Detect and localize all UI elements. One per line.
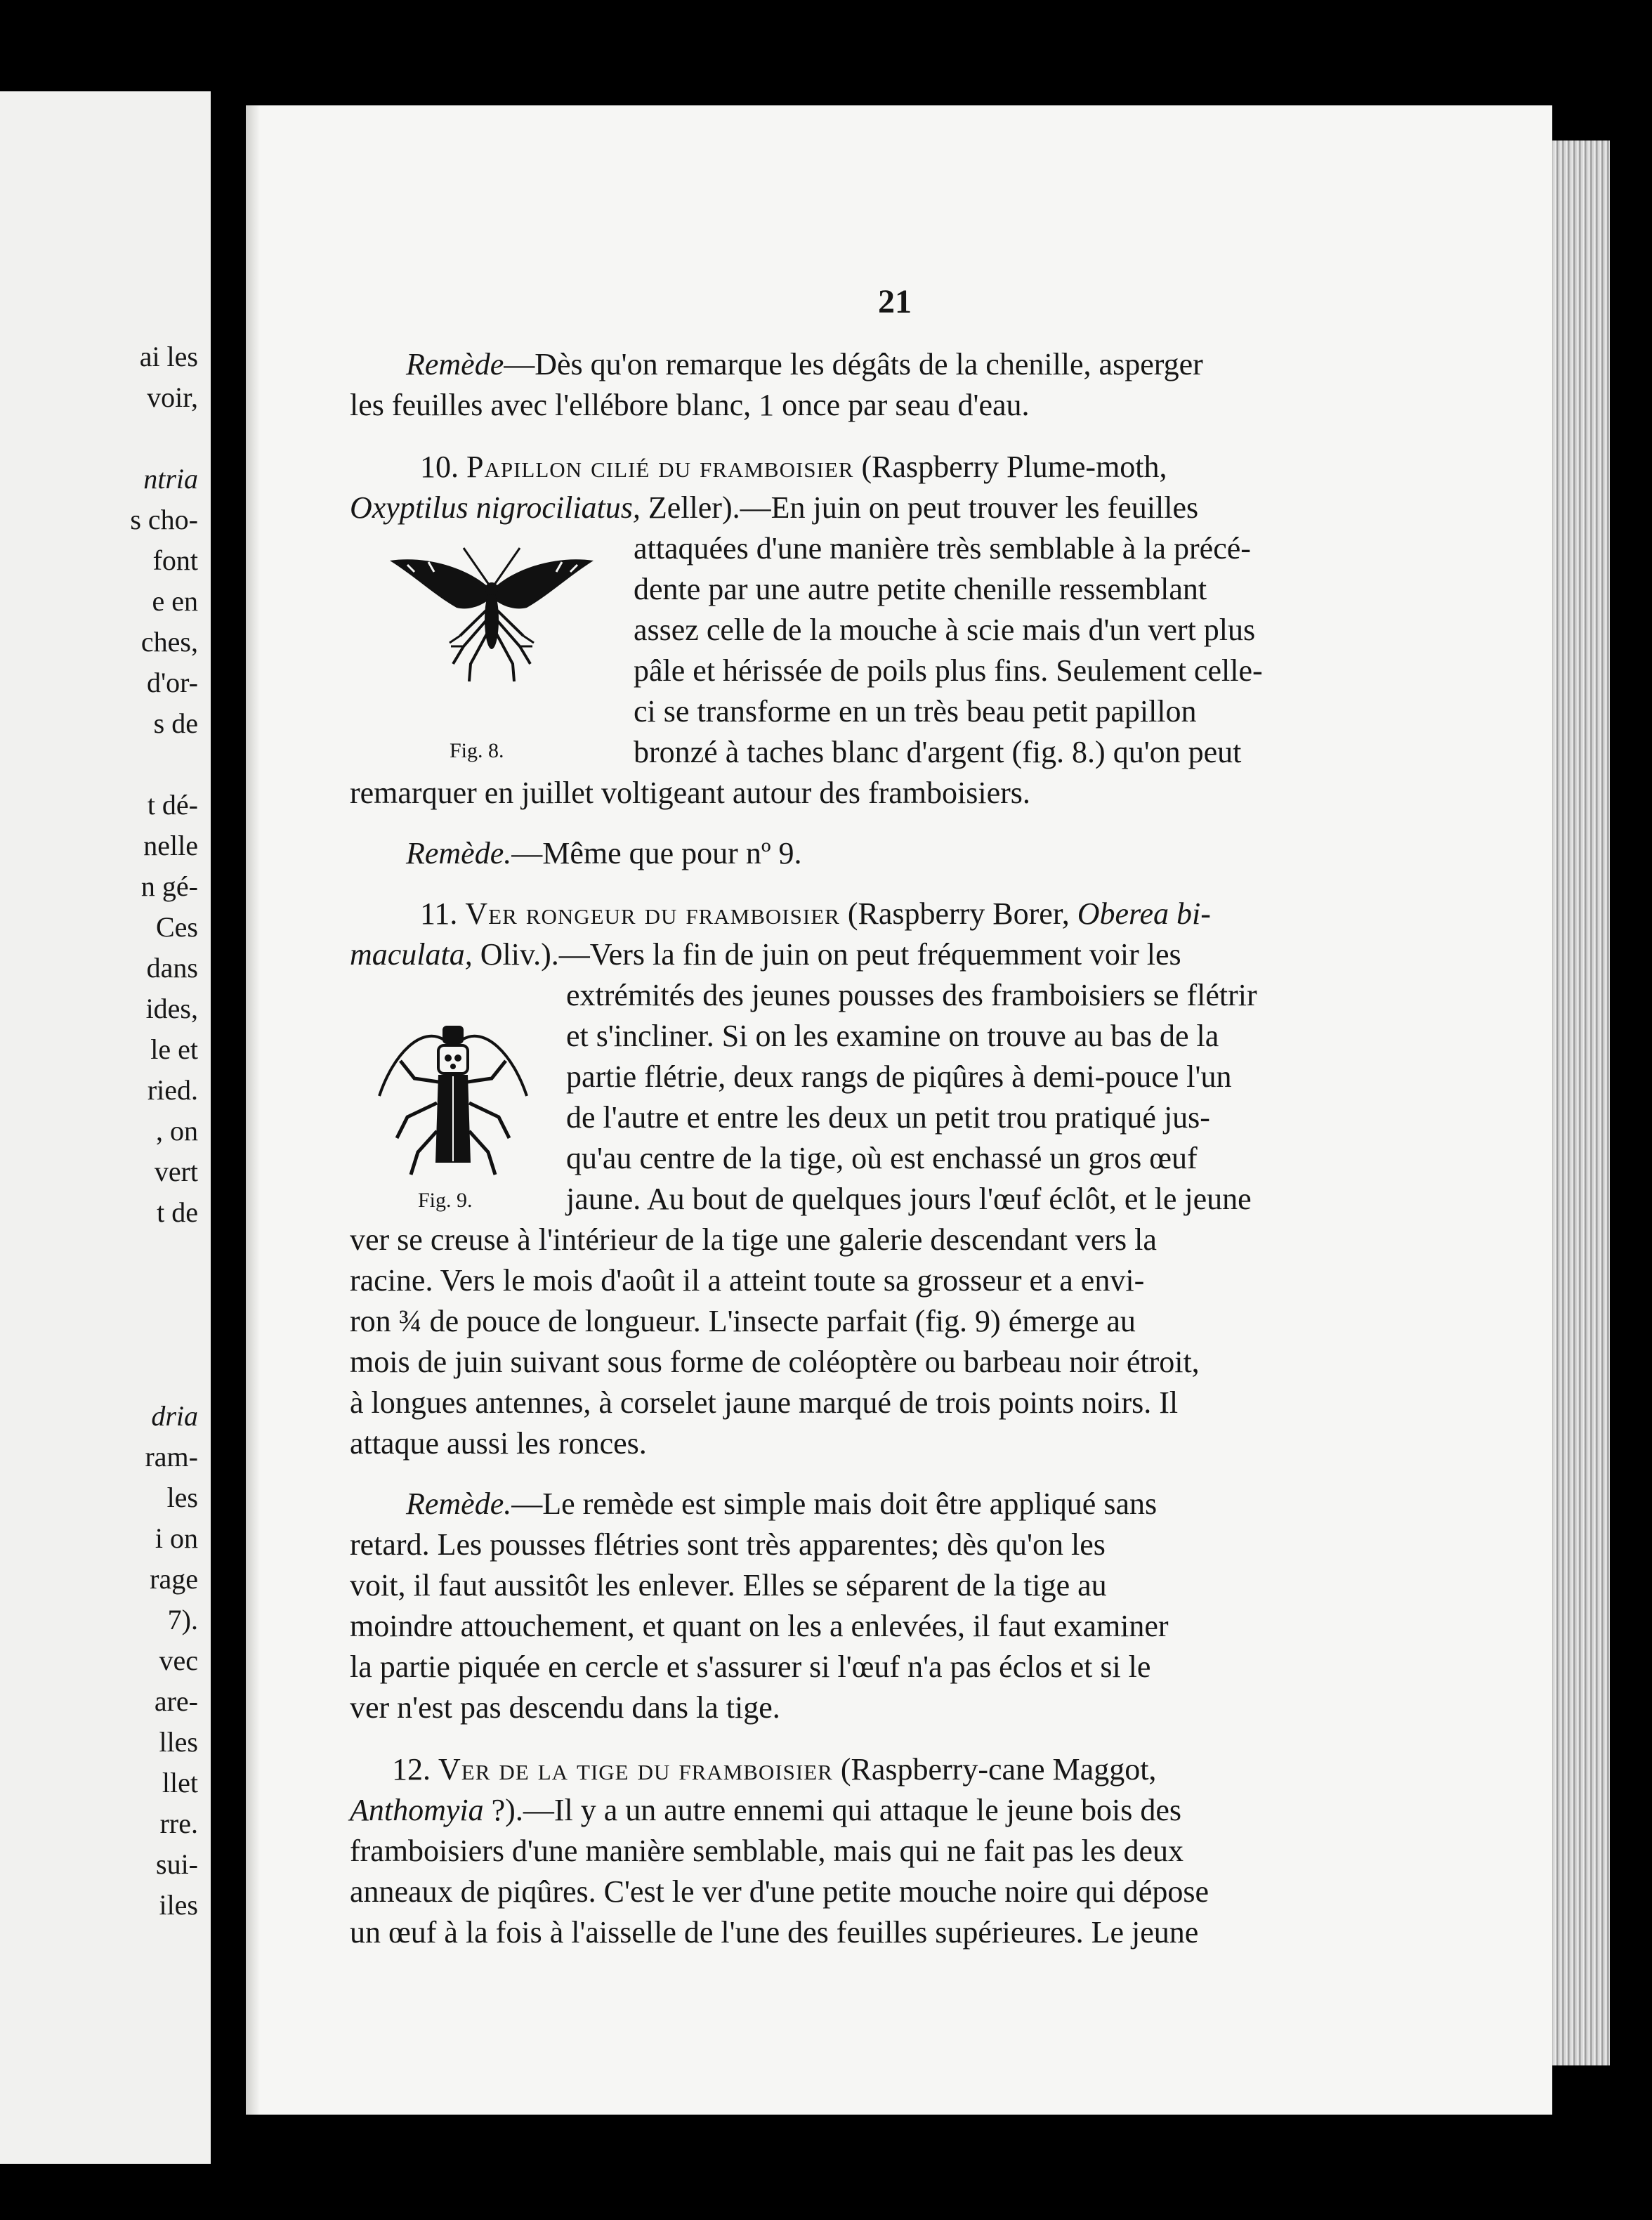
section-10-wrap-1: dente par une autre petite chenille ressemblant [634, 572, 1207, 606]
left-page-fragment-line: lles [159, 1726, 198, 1758]
left-page-fragment-line: t dé- [147, 789, 198, 821]
page-edge-stack [1542, 141, 1610, 2065]
left-page-fragment-line: vert [154, 1156, 198, 1187]
section-10-line-full: remarquer en juillet voltigeant autour des framboisiers. [350, 776, 1030, 810]
left-page-fragment-line: ides, [145, 993, 198, 1024]
section-11-full-2: ron ¾ de pouce de longueur. L'insecte parfait (fig. 9) émerge au [350, 1304, 1136, 1338]
section-11-full-0: ver se creuse à l'intérieur de la tige une galerie descendant vers la [350, 1222, 1157, 1257]
left-page-fragment-line: ntria [143, 463, 198, 495]
left-page-fragment-line: 7). [167, 1604, 198, 1635]
section-11-wrap-2: partie flétrie, deux rangs de piqûres à demi-pouce l'un [566, 1059, 1232, 1094]
section-11-wrap-1: et s'incliner. Si on les examine on trouve au bas de la [566, 1019, 1219, 1053]
left-page-fragment [0, 91, 211, 2164]
page-gutter-shadow [246, 105, 260, 2115]
section-11-title: Ver rongeur du framboisier [465, 896, 840, 931]
section-12-line-2: Anthomyia ?).—Il y a un autre ennemi qui attaque le jeune bois des [350, 1793, 1181, 1827]
remede-2-line-1: Remède.—Le remède est simple mais doit être appliqué sans [406, 1487, 1158, 1521]
left-page-fragment-line: e en [152, 585, 198, 617]
section-11-wrap-5: jaune. Au bout de quelques jours l'œuf éclôt, et le jeune [566, 1182, 1252, 1216]
left-page-fragment-line: vec [159, 1645, 198, 1676]
species-name: Oxyptilus nigrociliatus, [350, 490, 641, 525]
left-page-fragment-line: ried. [147, 1074, 198, 1106]
section-11-full-3: mois de juin suivant sous forme de coléoptère ou barbeau noir étroit, [350, 1345, 1200, 1379]
left-page-fragment-line: le et [150, 1033, 198, 1065]
remede-1-line-2: les feuilles avec l'ellébore blanc, 1 once par seau d'eau. [350, 388, 1030, 422]
page-number: 21 [878, 283, 912, 320]
left-page-fragment-line: nelle [143, 830, 198, 861]
figure-9-caption: Fig. 9. [418, 1189, 473, 1212]
remede-label: Remède [406, 347, 504, 381]
remede-2-line-5: la partie piquée en cercle et s'assurer si l'œuf n'a pas éclos et si le [350, 1650, 1151, 1684]
remede-2-line-2: retard. Les pousses flétries sont très apparentes; dès qu'on les [350, 1527, 1106, 1562]
left-page-fragment-line: are- [154, 1685, 198, 1717]
plume-moth-figure [386, 541, 597, 688]
left-page-fragment-line: , on [156, 1115, 198, 1147]
left-page-fragment-line: voir, [147, 381, 198, 413]
section-11-wrap-4: qu'au centre de la tige, où est enchassé un gros œuf [566, 1141, 1198, 1175]
left-page-fragment-line: Ces [156, 911, 198, 943]
section-12-line-5: un œuf à la fois à l'aisselle de l'une des feuilles supérieures. Le jeune [350, 1915, 1199, 1950]
section-10-wrap-4: ci se transforme en un très beau petit papillon [634, 694, 1197, 729]
section-10-wrap-5: bronzé à taches blanc d'argent (fig. 8.) qu'on peut [634, 735, 1242, 769]
section-10-wrap-0: attaquées d'une manière très semblable à la précé- [634, 531, 1251, 566]
remede-1-line-1: Remède—Dès qu'on remarque les dégâts de la chenille, asperger [406, 347, 1203, 381]
left-page-fragment-line: font [152, 544, 198, 576]
section-10-remede: Remède.—Même que pour nº 9. [406, 836, 802, 870]
section-11-line-2: maculata, Oliv.).—Vers la fin de juin on peut fréquemment voir les [350, 937, 1181, 972]
section-12-heading: 12. Ver de la tige du framboisier (Raspberry-cane Maggot, [392, 1752, 1157, 1787]
longhorn-beetle-figure [365, 1012, 541, 1180]
section-11-full-1: racine. Vers le mois d'août il a atteint toute sa grosseur et a envi- [350, 1263, 1145, 1298]
left-page-fragment-line: ai les [139, 341, 198, 372]
remede-2-line-4: moindre attouchement, et quant on les a enlevées, il faut examiner [350, 1609, 1169, 1643]
section-11-full-5: attaque aussi les ronces. [350, 1426, 647, 1461]
left-page-fragment-line: ches, [140, 626, 198, 658]
remede-label: Remède. [406, 836, 512, 870]
species-name: maculata, [350, 937, 473, 972]
left-page-fragment-line: ram- [145, 1441, 198, 1473]
section-12-line-4: anneaux de piqûres. C'est le ver d'une petite mouche noire qui dépose [350, 1874, 1210, 1909]
section-11-heading: 11. Ver rongeur du framboisier (Raspberry Borer, Oberea bi- [420, 896, 1211, 931]
left-page-fragment-line: iles [159, 1889, 198, 1921]
section-11-wrap-3: de l'autre et entre les deux un petit trou pratiqué jus- [566, 1100, 1210, 1135]
left-page-fragment-line: llet [162, 1767, 198, 1798]
left-page-fragment-line: rage [150, 1563, 198, 1595]
left-page-fragment-line: s de [153, 707, 198, 739]
left-page-fragment-line: sui- [156, 1848, 198, 1880]
left-page-fragment-line: s cho- [130, 504, 198, 535]
left-page-fragment-line: i on [155, 1522, 198, 1554]
section-11-wrap-0: extrémités des jeunes pousses des framboisiers se flétrir [566, 978, 1257, 1012]
section-10-wrap-2: assez celle de la mouche à scie mais d'un vert plus [634, 613, 1256, 647]
remede-2-line-3: voit, il faut aussitôt les enlever. Elles se séparent de la tige au [350, 1568, 1107, 1602]
left-page-fragment-line: d'or- [146, 667, 198, 698]
section-10-line-2: Oxyptilus nigrociliatus, Zeller).—En juin on peut trouver les feuilles [350, 490, 1199, 525]
left-page-fragment-line: t de [157, 1196, 198, 1228]
remede-label: Remède. [406, 1487, 512, 1521]
species-name: Anthomyia [350, 1793, 484, 1827]
section-12-title: Ver de la tige du framboisier [438, 1752, 833, 1787]
figure-8-caption: Fig. 8. [450, 739, 504, 762]
left-page-fragment-line: dria [151, 1400, 198, 1432]
main-page [246, 105, 1552, 2115]
section-11-full-4: à longues antennes, à corselet jaune marqué de trois points noirs. Il [350, 1385, 1179, 1420]
section-10-wrap-3: pâle et hérissée de poils plus fins. Seulement celle- [634, 653, 1263, 688]
section-10-title: Papillon cilié du framboisier [466, 450, 854, 484]
section-10-heading: 10. Papillon cilié du framboisier (Raspberry Plume-moth, [420, 450, 1167, 484]
section-12-line-3: framboisiers d'une manière semblable, mais qui ne fait pas les deux [350, 1834, 1184, 1868]
left-page-fragment-line: les [166, 1482, 198, 1513]
left-page-fragment-line: rre. [159, 1808, 198, 1839]
remede-2-line-6: ver n'est pas descendu dans la tige. [350, 1690, 780, 1725]
left-page-fragment-line: dans [146, 952, 198, 984]
left-page-fragment-line: n gé- [140, 870, 198, 902]
